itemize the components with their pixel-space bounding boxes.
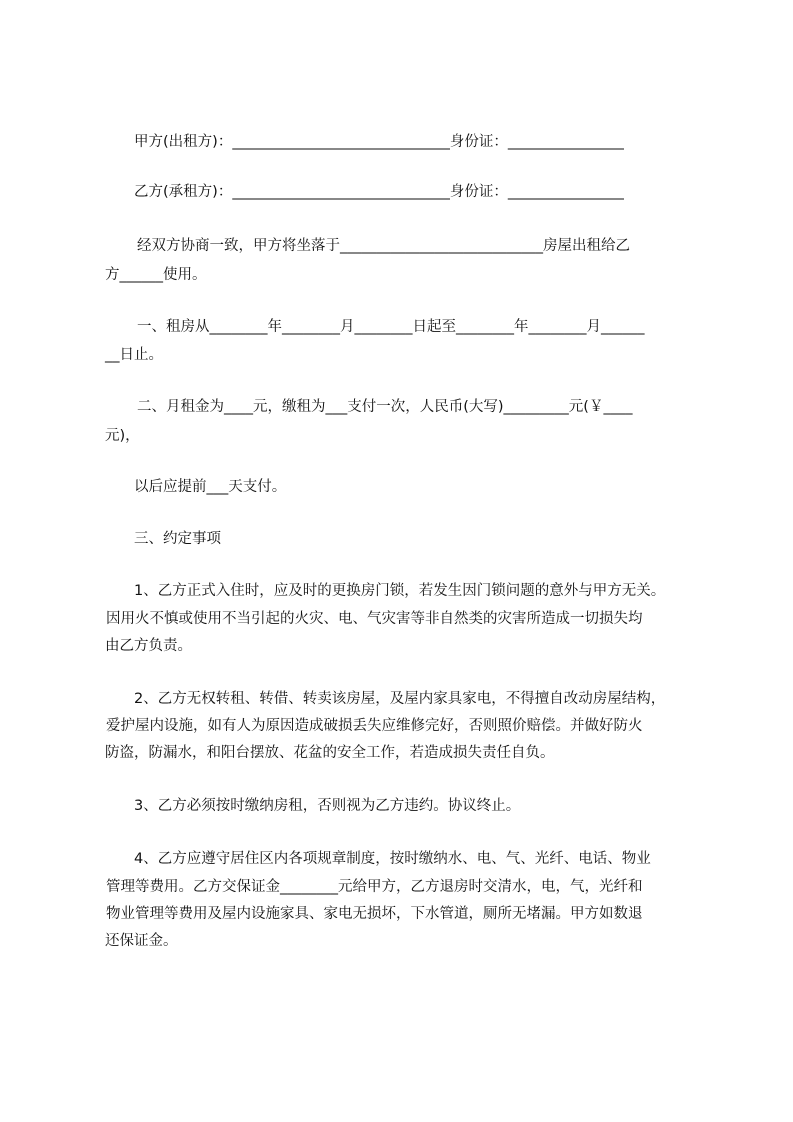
item4-line-1: 4、乙方应遵守居住区内各项规章制度，按时缴纳水、电、气、光纤、电话、物业 (134, 851, 651, 867)
payment-note: 以后应提前___天支付。 (134, 479, 287, 495)
item1-line-1: 1、乙方正式入住时，应及时的更换房门锁，若发生因门锁问题的意外与甲方无关。 (134, 583, 666, 599)
intro-line-2: 方______使用。 (105, 267, 207, 283)
clause2-line-2: 元)， (105, 428, 140, 444)
clause1-line-2: __日止。 (105, 347, 163, 363)
item2-line-3: 防盗，防漏水，和阳台摆放、花盆的安全工作，若造成损失责任自负。 (105, 745, 555, 761)
item4-line-2: 管理等费用。乙方交保证金________元给甲方，乙方退房时交清水，电，气，光纤和 (106, 879, 643, 895)
item4-line-4: 还保证金。 (105, 933, 178, 949)
item2-line-1: 2、乙方无权转租、转借、转卖该房屋，及屋内家具家电，不得擅自改动房屋结构， (134, 691, 666, 707)
clause2-line-1: 二、月租金为____元，缴租为___支付一次，人民币(大写)_________元(￥____ (137, 399, 633, 415)
item4-line-3: 物业管理等费用及屋内设施家具、家电无损坏，下水管道，厕所无堵漏。甲方如数退 (106, 906, 643, 922)
item2-line-2: 爱护屋内设施，如有人为原因造成破损丢失应维修完好，否则照价赔偿。并做好防火 (106, 718, 643, 734)
item3-line: 3、乙方必须按时缴纳房租，否则视为乙方违约。协议终止。 (134, 798, 521, 814)
clause3-heading: 三、约定事项 (134, 531, 221, 547)
item1-line-3: 由乙方负责。 (105, 638, 192, 654)
intro-line-1: 经双方协商一致，甲方将坐落于____________________________房屋出租给乙 (137, 238, 630, 254)
tenant-line: 乙方(承租方)：______________________________身份证：________________ (134, 184, 624, 200)
clause1-line-1: 一、租房从________年________月________日起至________年________月______ (137, 319, 645, 335)
landlord-line: 甲方(出租方)：______________________________身份证：________________ (134, 134, 624, 150)
item1-line-2: 因用火不慎或使用不当引起的火灾、电、气灾害等非自然类的灾害所造成一切损失均 (106, 611, 643, 627)
